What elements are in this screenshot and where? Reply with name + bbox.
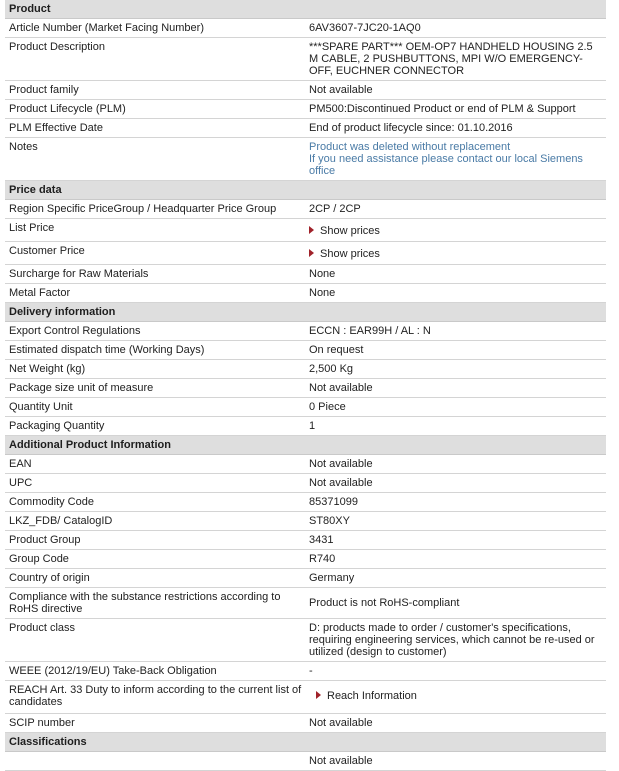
table-row bbox=[5, 512, 606, 531]
table-row bbox=[5, 714, 606, 733]
row-label: Product family bbox=[9, 84, 79, 96]
row-value: 0 Piece bbox=[309, 401, 346, 413]
table-row bbox=[5, 588, 606, 619]
row-label: Compliance with the substance restrictions according to RoHS directive bbox=[9, 591, 281, 615]
table-row bbox=[5, 265, 606, 284]
section-header-delivery bbox=[5, 303, 606, 322]
row-value: 85371099 bbox=[309, 496, 358, 508]
row-label: Net Weight (kg) bbox=[9, 363, 86, 375]
row-value: Not available bbox=[309, 458, 373, 470]
row-value: ***SPARE PART*** OEM-OP7 HANDHELD HOUSING 2.5 M CABLE, 2 PUSHBUTTONS, MPI W/O EMERGENCY-OFF, EUCHNER CONNECTOR bbox=[309, 41, 593, 77]
row-value: Not available bbox=[309, 84, 373, 96]
table-row bbox=[5, 219, 606, 242]
row-label: Product class bbox=[9, 622, 76, 634]
row-value: - bbox=[309, 665, 313, 677]
row-value: Not available bbox=[309, 717, 373, 729]
row-label: List Price bbox=[9, 222, 55, 234]
section-title: Product bbox=[9, 3, 51, 15]
table-row bbox=[5, 19, 606, 38]
table-row bbox=[5, 100, 606, 119]
row-value: End of product lifecycle since: 01.10.2016 bbox=[309, 122, 513, 134]
row-label: REACH Art. 33 Duty to inform according to the current list of candidates bbox=[9, 684, 302, 708]
row-value: R740 bbox=[309, 553, 336, 565]
show-prices-link[interactable] bbox=[309, 248, 599, 260]
row-label: Metal Factor bbox=[9, 287, 71, 299]
table-row bbox=[5, 119, 606, 138]
section-header-additional bbox=[5, 436, 606, 455]
row-value: Product is not RoHS-compliant bbox=[309, 597, 460, 609]
row-label: Product Lifecycle (PLM) bbox=[9, 103, 126, 115]
row-value: None bbox=[309, 268, 336, 280]
link-label[interactable]: Show prices bbox=[320, 225, 380, 237]
chevron-right-icon bbox=[309, 226, 314, 234]
row-value: ECCN : EAR99H / AL : N bbox=[309, 325, 431, 337]
row-value: None bbox=[309, 287, 336, 299]
table-row bbox=[5, 752, 606, 771]
row-label: WEEE (2012/19/EU) Take-Back Obligation bbox=[9, 665, 217, 677]
row-value: Not available bbox=[309, 382, 373, 394]
row-label: Region Specific PriceGroup / Headquarter Price Group bbox=[9, 203, 277, 215]
row-label: SCIP number bbox=[9, 717, 75, 729]
section-title: Delivery information bbox=[9, 306, 116, 318]
section-header-classifications bbox=[5, 733, 606, 752]
table-row bbox=[5, 242, 606, 265]
row-value: 2CP / 2CP bbox=[309, 203, 361, 215]
table-row bbox=[5, 619, 606, 662]
row-label: Estimated dispatch time (Working Days) bbox=[9, 344, 205, 356]
table-row bbox=[5, 284, 606, 303]
chevron-right-icon bbox=[316, 691, 321, 699]
reach-information-link[interactable] bbox=[316, 690, 606, 702]
table-row bbox=[5, 681, 606, 714]
section-title: Classifications bbox=[9, 736, 87, 748]
row-value: Germany bbox=[309, 572, 355, 584]
row-value: 6AV3607-7JC20-1AQ0 bbox=[309, 22, 421, 34]
notes-value bbox=[309, 141, 599, 177]
row-label: Notes bbox=[9, 141, 38, 153]
row-value: 3431 bbox=[309, 534, 334, 546]
table-row bbox=[5, 322, 606, 341]
section-header-product bbox=[5, 0, 606, 19]
table-row bbox=[5, 493, 606, 512]
table-row bbox=[5, 138, 606, 181]
contact-siemens-link[interactable]: If you need assistance please contact our local Siemens office bbox=[309, 153, 583, 177]
row-value: Not available bbox=[309, 755, 373, 767]
row-label: UPC bbox=[9, 477, 33, 489]
row-label: Article Number (Market Facing Number) bbox=[9, 22, 204, 34]
row-label: Product Group bbox=[9, 534, 81, 546]
section-title: Additional Product Information bbox=[9, 439, 171, 451]
row-label: Export Control Regulations bbox=[9, 325, 141, 337]
row-value: D: products made to order / customer's specifications, requiring engineering services, which cannot be re-used or utilized (design to customer) bbox=[309, 622, 595, 658]
table-row bbox=[5, 81, 606, 100]
row-label: LKZ_FDB/ CatalogID bbox=[9, 515, 113, 527]
link-label[interactable]: Show prices bbox=[320, 248, 380, 260]
table-row bbox=[5, 550, 606, 569]
table-row bbox=[5, 474, 606, 493]
table-row bbox=[5, 360, 606, 379]
product-data-table bbox=[5, 0, 606, 771]
table-row bbox=[5, 531, 606, 550]
row-value: ST80XY bbox=[309, 515, 350, 527]
section-title: Price data bbox=[9, 184, 62, 196]
row-value: Not available bbox=[309, 477, 373, 489]
row-label: EAN bbox=[9, 458, 32, 470]
show-prices-link[interactable] bbox=[309, 225, 599, 237]
deleted-note: Product was deleted without replacement bbox=[309, 141, 511, 153]
table-row bbox=[5, 455, 606, 474]
row-value: On request bbox=[309, 344, 364, 356]
table-row bbox=[5, 662, 606, 681]
table-row bbox=[5, 417, 606, 436]
row-label: Quantity Unit bbox=[9, 401, 73, 413]
table-row bbox=[5, 200, 606, 219]
table-row bbox=[5, 341, 606, 360]
link-label[interactable]: Reach Information bbox=[327, 690, 417, 702]
row-label: Country of origin bbox=[9, 572, 90, 584]
row-label: PLM Effective Date bbox=[9, 122, 103, 134]
row-label: Packaging Quantity bbox=[9, 420, 105, 432]
row-label: Commodity Code bbox=[9, 496, 94, 508]
section-header-price bbox=[5, 181, 606, 200]
row-value: 1 bbox=[309, 420, 316, 432]
row-value: PM500:Discontinued Product or end of PLM & Support bbox=[309, 103, 576, 115]
row-label: Product Description bbox=[9, 41, 105, 53]
table-row bbox=[5, 379, 606, 398]
row-label: Customer Price bbox=[9, 245, 85, 257]
chevron-right-icon bbox=[309, 249, 314, 257]
table-row bbox=[5, 398, 606, 417]
row-label: Group Code bbox=[9, 553, 69, 565]
row-label: Package size unit of measure bbox=[9, 382, 154, 394]
row-label: Surcharge for Raw Materials bbox=[9, 268, 149, 280]
table-row bbox=[5, 569, 606, 588]
table-row bbox=[5, 38, 606, 81]
row-value: 2,500 Kg bbox=[309, 363, 354, 375]
